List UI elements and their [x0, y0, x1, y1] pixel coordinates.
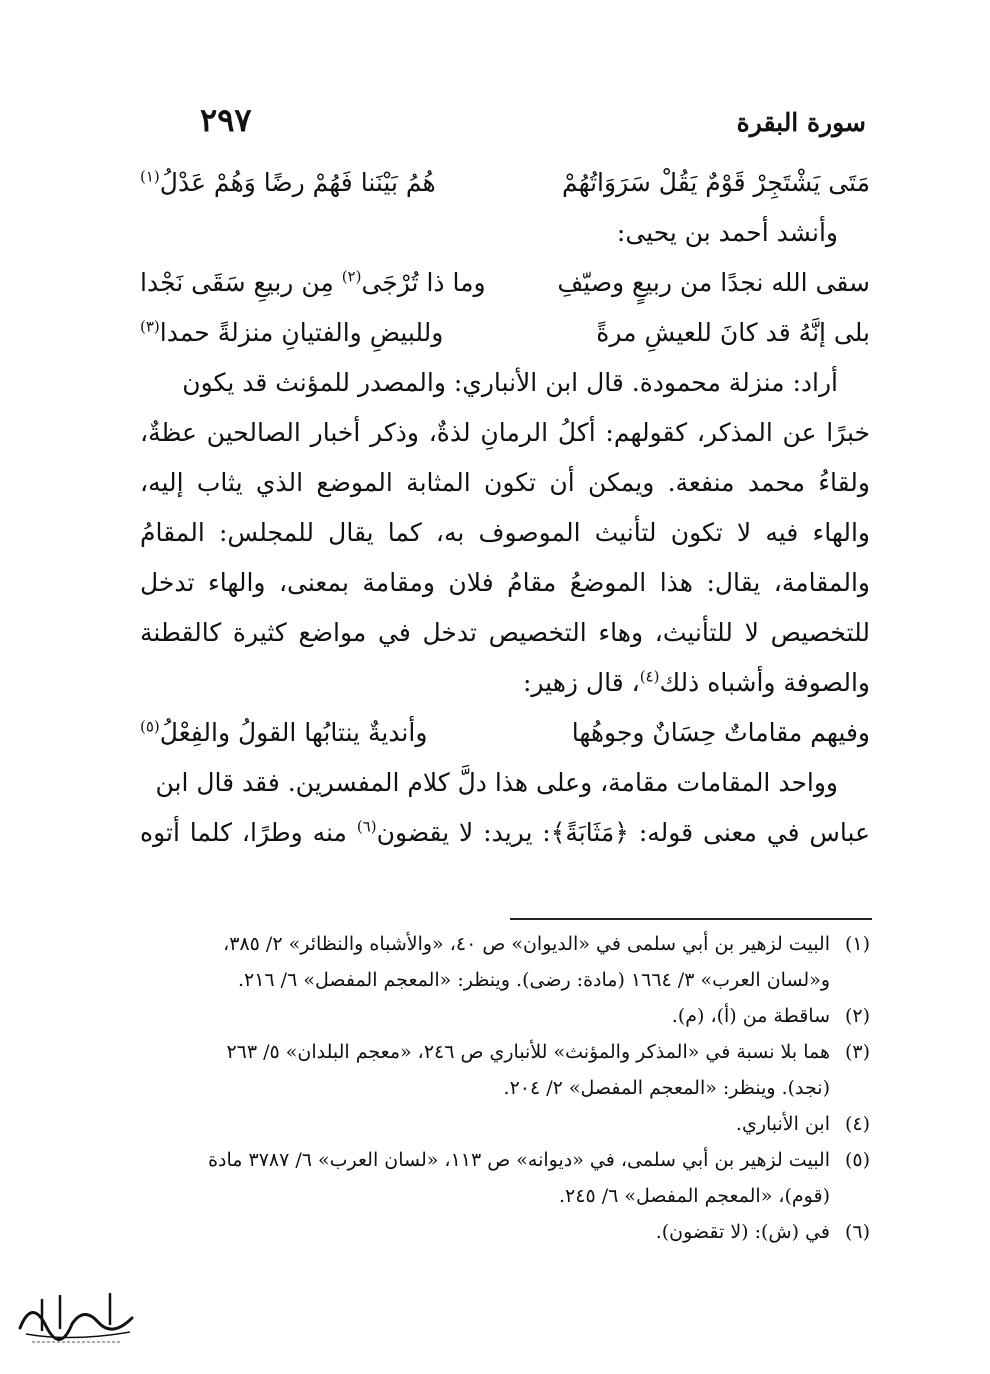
footnote-line: ساقطة من (أ)، (م). [671, 1005, 830, 1027]
footnote [138, 1034, 870, 1106]
footnote-number: (٤) [844, 1113, 870, 1135]
verse-first-hemistich: سقى الله نجدًا من ربيعٍ وصيّفِ [557, 268, 870, 297]
footnote [138, 1106, 870, 1142]
footnote [138, 998, 870, 1034]
text-span: منه وطرًا، كلما أتوه [140, 818, 357, 847]
footnote-marker: (١) [140, 167, 160, 186]
text-line: ولقاءُ محمد منفعة. ويمكن أن تكون المثابة الموضع الذي يثاب إليه، [140, 468, 870, 497]
footnote-marker: (٤) [639, 667, 660, 686]
text-line: خبرًا عن المذكر، كقولهم: أكلُ الرمانِ لذةٌ، وذكر أخبار الصالحين عظةٌ، [140, 418, 870, 447]
footnote-marker: (٦) [356, 817, 377, 836]
text-line: وواحد المقامات مقامة، وعلى هذا دلَّ كلام المفسرين. فقد قال ابن [155, 768, 838, 797]
footnote [138, 1142, 870, 1214]
verse-second-hemistich [140, 158, 436, 208]
verse-second-hemistich [140, 308, 443, 358]
verse-second-hemistich [140, 258, 486, 308]
footnote-marker: (٥) [140, 717, 160, 736]
verse-text: مِن ربيعِ سَقَى نَجْدا [140, 268, 342, 297]
footnote-line: البيت لزهير بن أبي سلمى في «الديوان» ص ٤٠، «والأشباه والنظائر» ٢/ ٣٨٥، [223, 933, 830, 955]
text-line: للتخصيص لا للتأنيث، وهاء التخصيص تدخل في مواضع كثيرة كالقطنة [140, 618, 870, 647]
footnote-number: (٣) [844, 1041, 870, 1063]
main-text [140, 158, 870, 858]
publisher-logo [12, 1288, 142, 1350]
footnote-marker: (٣) [140, 317, 160, 336]
footnote-line: البيت لزهير بن أبي سلمى، في «ديوانه» ص ١١٣، «لسان العرب» ٦/ ٣٧٨٧ مادة [208, 1149, 830, 1171]
footnote-line: و«لسان العرب» ٣/ ١٦٦٤ (مادة: رضى). وينظر: «المعجم المفصل» ٦/ ٢١٦. [237, 969, 830, 991]
text-span: والصوفة وأشباه ذلك [659, 668, 870, 697]
text-line: والهاء فيه لا تكون لتأنيث الموصوف به، كما يقال للمجلس: المقامُ [140, 518, 870, 547]
text-span: ، قال زهير: [522, 668, 640, 697]
text-span: عباس في معنى قوله: ﴿مَثَابَةً﴾: يريد: لا يقضون [376, 818, 870, 847]
footnote-line: في (ش): (لا تقضون). [655, 1221, 830, 1243]
text-line [140, 658, 870, 708]
text-line: أراد: منزلة محمودة. قال ابن الأنباري: والمصدر للمؤنث قد يكون [182, 368, 838, 397]
text-line: وأنشد أحمد بن يحيى: [616, 218, 838, 247]
footnote-number: (٢) [844, 1005, 870, 1027]
footnote [138, 1214, 870, 1250]
footnote-number: (٥) [844, 1149, 870, 1171]
verse-text: هُمُ بَيْنَنا فَهُمْ رضًا وَهُمْ عَدْلُ [159, 168, 436, 197]
page-number: ٢٩٧ [200, 101, 252, 139]
poem-verse [140, 258, 870, 308]
poem-verse [140, 158, 870, 208]
text-line: والمقامة، يقال: هذا الموضعُ مقامُ فلان ومقامة بمعنى، والهاء تدخل [140, 568, 870, 597]
footnote [138, 926, 870, 998]
footnote-line: (قوم)، «المعجم المفصل» ٦/ ٢٤٥. [559, 1185, 830, 1207]
footnote-number: (٦) [844, 1221, 870, 1243]
verse-text: وأنديةٌ ينتابُها القولُ والفِعْلُ [159, 718, 428, 747]
verse-text: وما ذا تُرْجَى [361, 268, 486, 297]
poem-verse [140, 708, 870, 758]
verse-first-hemistich: وفيهم مقاماتٌ حِسَانٌ وجوهُها [571, 718, 870, 747]
footnotes [138, 926, 870, 1250]
footnote-marker: (٢) [341, 267, 362, 286]
text-line [140, 808, 870, 858]
verse-second-hemistich [140, 708, 427, 758]
footnote-separator [510, 918, 872, 920]
verse-text: وللبيضِ والفتيانِ منزلةً حمدا [159, 318, 444, 347]
verse-first-hemistich: مَتَى يَشْتَجِرْ قَوْمٌ يَقُلْ سَرَوَاتُهُمْ [561, 168, 870, 197]
verse-first-hemistich: بلى إنَّهُ قد كانَ للعيشِ مرةً [596, 318, 870, 347]
footnote-line: (نجد). وينظر: «المعجم المفصل» ٢/ ٢٠٤. [503, 1077, 830, 1099]
footnote-number: (١) [844, 933, 870, 955]
running-header-surah-title: سورة البقرة [736, 108, 866, 137]
poem-verse [140, 308, 870, 358]
footnote-line: ابن الأنباري. [735, 1113, 830, 1135]
footnote-line: هما بلا نسبة في «المذكر والمؤنث» للأنباري ص ٢٤٦، «معجم البلدان» ٥/ ٢٦٣ [226, 1041, 830, 1063]
